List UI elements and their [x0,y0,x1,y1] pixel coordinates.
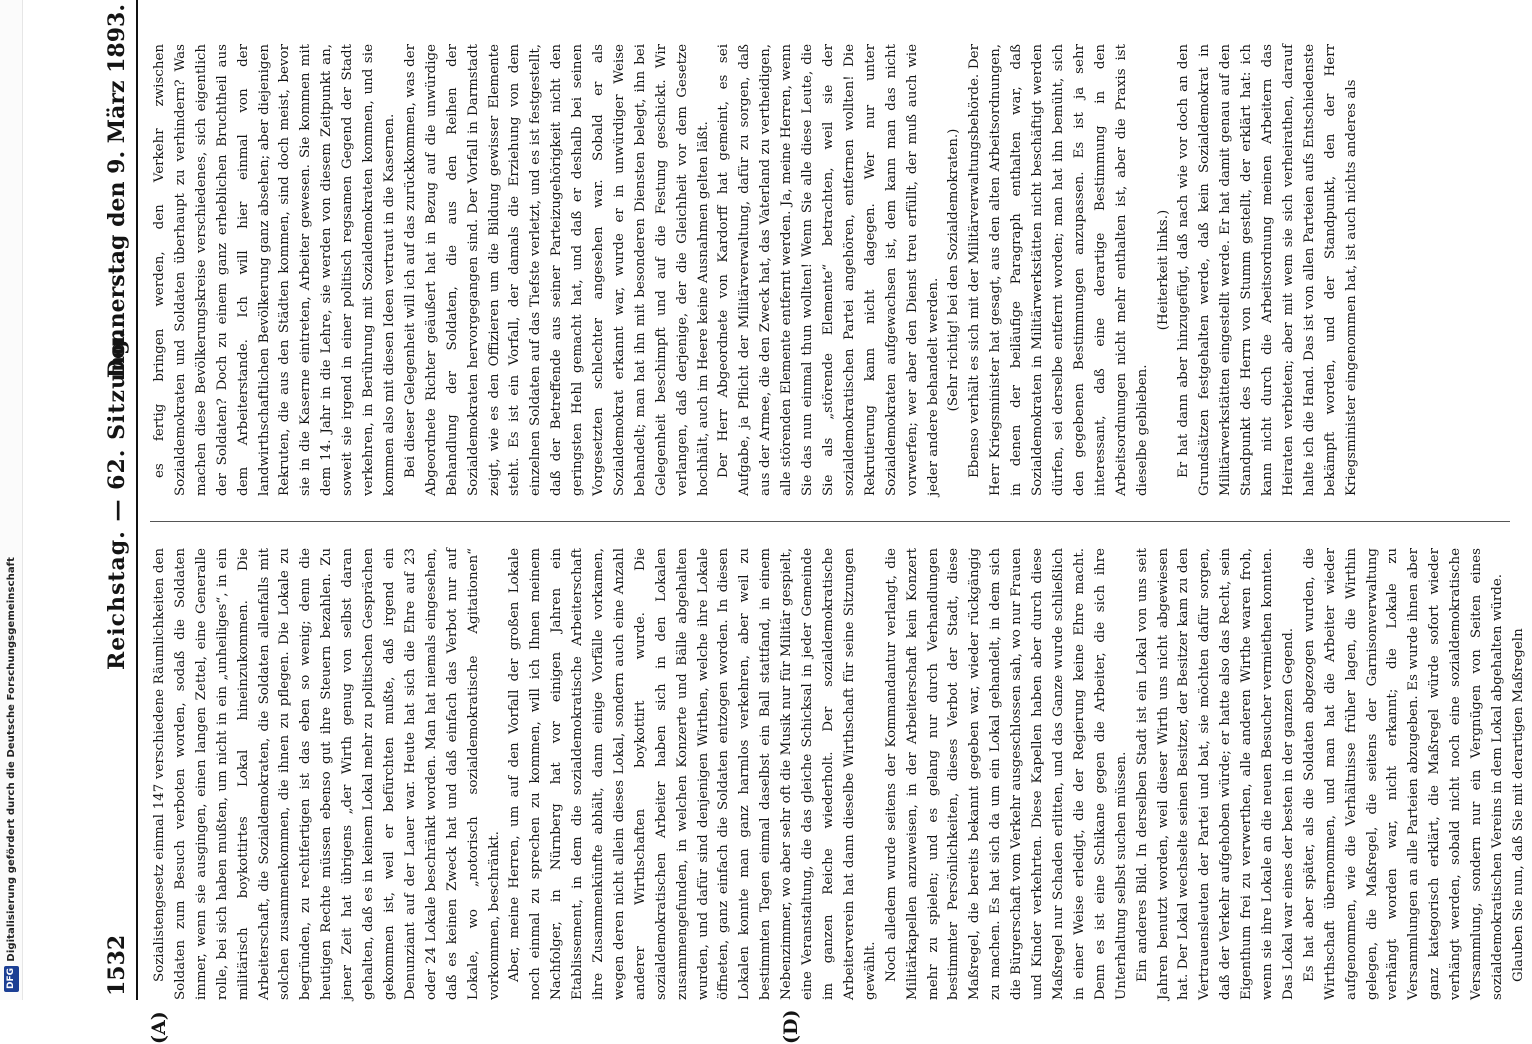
newspaper-page [90,0,1532,1044]
right-paragraph: Bei dieser Gelegenheit will ich auf das zurückkommen, was der Abgeordnete Richter geäußert hat in Bezug auf die unwürdige Behandlung der Soldaten, die aus den Reihen der Sozialdemokraten hervorgegangen sind. Der Vorfall in Darmstadt zeigt, wie es den Offizieren um die Bildung gewisser Elemente steht. Es ist ein Vorfall, der damals die Erziehung von dem einzelnen Soldaten auf das Tiefste verletzt, und es ist festgestellt, daß der Betreffende aus seiner Parteizugehörigkeit nicht den geringsten Hehl gemacht hat, und daß er deshalb bei seinen Vorgesetzten schlechter angesehen war. Sobald er als Sozialdemokrat erkannt war, wurde er in unwürdiger Weise behandelt; man hat ihn mit besonderen Diensten belegt, ihn bei Gelegenheit beschimpft und auf die Festung geschickt. Wir verlangen, daß derjenige, der die Gleichheit vor dem Gesetze hochhält, auch im Heere keine Ausnahmen gelten läßt. [402,44,711,496]
left-paragraph: Ein anderes Bild. In derselben Stadt ist ein Lokal von uns seit Jahren benutzt worden, weil dieser Wirth uns nicht abgewiesen hat. Der Lokal wechselte seinen Besitzer, der Besitzer kam zu den Vertrauensleuten der Partei und bat, sie möchten dafür sorgen, daß der Verkehr aufgehoben würde; er hatte also das Recht, sein Eigenthum frei zu verwerthen, alle anderen Wirthe waren froh, wenn sie ihre Lokale an die neuen Besucher vermiethen konnten. Das Lokal war eines der besten in der ganzen Gegend. [1134,548,1296,1000]
left-column [150,548,1530,1000]
right-paragraph: Ebenso verhält es sich mit der Militärverwaltungsbehörde. Der Herr Kriegsminister hat gesagt, aus den alten Arbeitsordnungen, in denen der beiläufige Paragraph enthalten war, daß Sozialdemokraten in Militärwerkstätten nicht beschäftigt werden dürfen, sei derselbe entfernt worden; man hat ihn bemüht, sich den gegebenen Bestimmungen anzupassen. Es ist ja sehr interessant, daß eine derartige Bestimmung in den Arbeitsordnungen nicht mehr enthalten ist, aber die Praxis ist dieselbe geblieben. [967,44,1150,496]
interjection: (Sehr richtig! bei den Sozialdemokraten.) [946,128,962,412]
page-title: Reichstag. — 62. Sitzung. [104,329,130,671]
digitization-credit [2,557,20,992]
credit-text: Digitalisierung gefördert durch die Deutsche Forschungsgemeinschaft [5,557,17,962]
left-paragraph: Aber, meine Herren, um auf den Vorfall der großen Lokale noch einmal zu sprechen zu kommen, will ich Ihnen meinem Nachfolger, in Nürnberg hat vor einigen Jahren ein Etablissement, in dem die sozialdemokratische Arbeiterschaft ihre Zusammenkünfte abhält, dann einige Vorfälle vorkamen, wegen deren nicht allein dieses Lokal, sondern auch eine Anzahl anderer Wirthschaften boykottirt wurde. Die sozialdemokratischen Arbeiter haben sich in den Lokalen zusammengefunden, in welchen Konzerte und Bälle abgehalten wurden, und dafür sind denjenigen Wirthen, welche ihre Lokale öffneten, ganz einfach die Soldaten entzogen worden. In diesen Lokalen konnte man ganz harmlos verkehren, aber weil zu bestimmten Tagen einmal daselbst ein Ball stattfand, in einem Nebenzimmer, wo aber sehr oft die Musik nur für Militär gespielt, eine Veranstaltung, die das gleiche Schicksal in jeder Gemeinde im ganzen Reiche wiederholt. Der sozialdemokratische Arbeiterverein hat dann dieselbe Wirthschaft für seine Sitzungen gewählt. [507,548,878,1000]
right-column [150,44,1530,496]
left-paragraph: Sozialistengesetz einmal 147 verschiedene Räumlichkeiten den Soldaten zum Besuch verboten worden, sodaß die Soldaten immer, wenn sie ausgingen, einen langen Zettel, eine Generalle rolle, bei sich haben mußten, um nicht in ein „unheiliges“, in ein militärisch boykottirtes Lokal hineinzukommen. Die Arbeiterschaft, die Sozialdemokraten, die Soldaten allenfalls mit solchen zusammenkommen, die ihnen zu pflegen. Die Lokale zu begründen, zu rechtfertigen ist das eben so wenig; denn die heutigen Rechte müssen ebenso gut ihre Steuern bezahlen. Zu jener Zeit hat übrigens „der Wirth genug von selbst daran gehalten, daß es in keinem Lokal mehr zu politischen Gesprächen gekommen ist, weil er befürchten mußte, daß irgend ein Denunziant auf der Lauer war. Heute hat sich die Ehre auf 23 oder 24 Lokale beschränkt worden. Man hat niemals eingesehen, daß es keinen Zweck hat und daß einfach das Verbot nur auf Lokale, wo „notorisch sozialdemokratische Agitationen“ vorkommen, beschränkt. [152,548,502,1000]
interjection: (Heiterkeit links.) [1155,209,1171,331]
page-date: Donnerstag den 9. März 1893. [104,4,130,379]
column-divider [150,521,1510,522]
dfg-logo [4,966,19,992]
side-strip [0,0,23,1000]
right-paragraph: Der Herr Abgeordnete von Kardorff hat gemeint, es sei Aufgabe, ja Pflicht der Militärverwaltung, dafür zu sorgen, daß aus der Armee, die den Zweck hat, das Vaterland zu vertheidigen, alle störenden Elemente entfernt werden. Ja, meine Herren, wenn Sie das nun einmal thun wollten! Wenn Sie alle diese Leute, die Sie als „störende Elemente“ betrachten, weil sie der sozialdemokratischen Partei angehören, entfernen wollten! Die Rekrutierung kann nicht dagegen. Wer nur unter Sozialdemokraten aufgewachsen ist, dem kann man das nicht vorwerfen; wer aber den Dienst treu erfüllt, der muß auch wie jeder andere behandelt werden. [716,44,941,496]
dfg-logo-text: DFG [6,968,16,990]
left-paragraph: Es hat aber später, als die Soldaten abgezogen wurden, die Wirthschaft übernommen, und man hat die Arbeiter wieder aufgenommen, wie die Verhältnisse früher lagen, die Wirthin gelegen, die Maßregel, die seitens der Garnisonverwaltung verhängt worden war, nicht erkannt; die Lokale zu Versammlungen an alle Parteien abzugeben. Es wurde ihnen aber ganz kategorisch erklärt, die Maßregel würde sofort wieder verhängt werden, sobald nicht noch eine sozialdemokratische Versammlung, sondern nur ein Vergnügen von Seiten eines sozialdemokratischen Vereins in dem Lokal abgehalten würde. [1301,548,1505,1000]
margin-marker-d: (D) [780,1009,802,1044]
right-paragraph: es fertig bringen werden, den Verkehr zwischen Sozialdemokraten und Soldaten überhaupt zu verhindern? Was machen diese Bevölkerungskreise verschiedenes, sich eigentlich der Soldaten? Doch zu einem ganz erheblichen Bruchtheil aus dem Arbeiterstande. Ich will hier einmal von der landwirthschaftlichen Bevölkerung ganz absehen; aber diejenigen Rekruten, die aus den Städten kommen, sind doch meist, bevor sie in die Kaserne eintreten, Arbeiter gewesen. Sie kommen mit dem 14. Jahr in die Lehre, sie werden von diesem Zeitpunkt an, soweit sie irgend in einer politisch regsamen Gegend der Stadt verkehren, in Berührung mit Sozialdemokraten kommen, und sie kommen also mit diesen Ideen vertraut in die Kasernen. [152,44,397,496]
right-paragraph: Er hat dann aber hinzugefügt, daß nach wie vor doch an den Grundsätzen festgehalten werde, daß kein Sozialdemokrat in Militärwerkstätten eingestellt werde. Er hat damit genau auf den Standpunkt des Herrn von Stumm gestellt, der erklärt hat: ich kann nicht durch die Arbeitsordnung meinen Arbeitern das Heiraten verbieten; aber mit wem sie sich verheirathen, darauf halte ich die Hand. Das ist von allen Parteien aufs Entschiedenste bekämpft worden, und der Standpunkt, den der Herr Kriegsminister eingenommen hat, ist auch nichts anderes als [1176,44,1359,496]
page-header [96,0,136,1000]
page-number: 1532 [104,934,130,996]
header-rule [136,0,138,1000]
margin-marker-a: (A) [148,1011,170,1044]
left-paragraph: Noch alledem wurde seitens der Kommandantur verlangt, die Militärkapellen anzuweisen, in der Arbeiterschaft kein Konzert mehr zu spielen; und es gelang nur durch Verhandlungen bestimmter Persönlichkeiten, dieses Verbot der Stadt, diese Maßregel, die bereits bekannt gegeben war, wieder rückgängig zu machen. Es hat sich da um ein Lokal gehandelt, in dem sich die Bürgerschaft vom Verkehr ausgeschlossen sah, wo nur Frauen und Kinder verkehrten. Diese Kapellen haben aber durch diese Maßregel nur Schaden erlitten, und das Ganze wurde schließlich in einer Weise erledigt, die der Regierung keine Ehre macht. Denn es ist eine Schikane gegen die Arbeiter, die sich ihre Unterhaltung selbst suchen müssen. [883,548,1129,1000]
left-paragraph: Glauben Sie nun, daß Sie mit derartigen Maßregeln [1510,628,1526,982]
